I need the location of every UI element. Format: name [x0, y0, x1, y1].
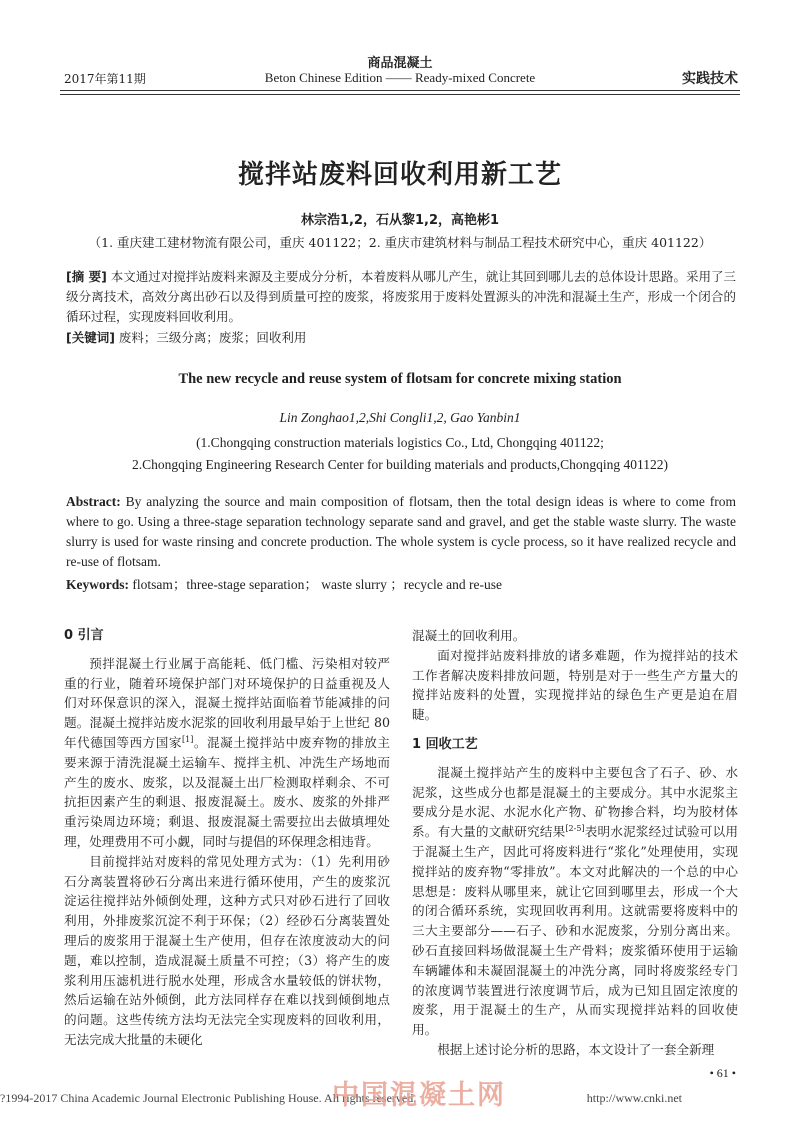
keywords-en-text: flotsam；three-stage separation； waste slurry ；recycle and re-use — [132, 577, 502, 592]
section-0-heading: 0 引言 — [64, 628, 104, 643]
keywords-en-label: Keywords: — [66, 577, 129, 592]
article-title: 搅拌站废料回收利用新工艺 — [237, 160, 562, 190]
copyright-notice: ?1994-2017 China Academic Journal Electronic Publishing House. All rights reserved. — [0, 1091, 417, 1105]
affiliations: （1. 重庆建工建材物流有限公司，重庆 401122；2. 重庆市建筑材料与制品工程技术研究中心，重庆 401122） — [88, 235, 712, 250]
journal-name: 商品混凝土 — [367, 56, 433, 71]
section-label: 实践技术 — [682, 71, 738, 87]
section-1-paragraph-2: 根据上述讨论分析的思路，本文设计了一套全新理 — [437, 1041, 715, 1057]
issue-info: 2017年第11期 — [64, 72, 146, 86]
source-url[interactable]: http://www.cnki.net — [586, 1091, 682, 1105]
section-0-paragraph-2: 目前搅拌站对废料的常见处理方式为：（1）先利用砂石分离装置将砂石分离出来进行循环使用，产生的废浆沉淀运往搅拌站外倾倒处理，这种方式只对砂石进行了回收利用，外排废浆沉淀不利于环保；（2）经砂石分离装置处理后的废浆用于混凝土生产使用，但存在浓度波动大的问题，难以控制，造成混凝土质量不可控；（3）将产生的废浆利用压滤机进行脱水处理，形成含水量较低的饼状物，然后运输在站外倾倒，此方法同样存在难以找到倾倒地点的问题。这些传统方法均无法完全实现废料的回收利用，无法完成大批量的未硬化 — [64, 853, 390, 1047]
watermark-logo: 中国混凝土网 — [332, 1080, 506, 1111]
author-list: 林宗浩1,2，石从黎1,2，高艳彬1 — [300, 213, 500, 228]
section-1-heading: 1 回收工艺 — [412, 736, 478, 752]
author-list-en: Lin Zonghao1,2,Shi Congli1,2, Gao Yanbin1 — [279, 410, 521, 425]
abstract-zh-label: [摘 要] — [66, 269, 107, 284]
section-0-paragraph-1: 预拌混凝土行业属于高能耗、低门槛、污染相对较严重的行业，随着环境保护部门对环境保护的日益重视及人们对环保意识的深入，混凝土搅拌站面临着节能减排的问题。混凝土搅拌站废水泥浆的回收利用最早始于上世纪 80 年代德国等西方国家[1]。混凝土搅拌站中废弃物的排放主要来源于清洗混凝土运输车、搅拌主机、冲洗生产场地而产生的废水、废浆，以及混凝土出厂检测取样剩余、不可抗拒因素产生的剩退、报废混凝土。废水、废浆的外排严重污染周边环境；剩退、报废混凝土需要拉出去做填埋处理，处理费用不可小觑，同时与提倡的环保理念相违背。 — [64, 655, 391, 849]
page-number: • 61 • — [709, 1066, 736, 1080]
affiliations-en — [0, 432, 800, 476]
keywords-zh-text: 废料；三级分离；废浆；回收利用 — [118, 330, 307, 345]
body-column-right — [412, 626, 738, 1060]
citation: [1] — [182, 734, 194, 744]
section-0-paragraph-2-continued: 混凝土的回收利用。 — [412, 628, 526, 643]
abstract-en — [66, 492, 736, 572]
abstract-zh-text: 本文通过对搅拌站废料来源及主要成分分析，本着废料从哪儿产生，就让其回到哪儿去的总体设计思路。采用了三级分离技术，高效分离出砂石以及得到质量可控的废浆，将废浆用于废料处置源头的冲洗和混凝土生产，形成一个闭合的循环过程，实现废料回收利用。 — [66, 269, 736, 324]
abstract-en-text: By analyzing the source and main composition of flotsam, then the total design ideas is where to come from where to go. Using a three-stage separation technology separate sand and gravel, and get the stable waste slurry. The waste slurry is used for waste rinsing and concrete production. The whole system is cycle process, so it have realized recycle and re-use of flotsam. — [66, 494, 736, 569]
abstract-zh — [66, 267, 736, 327]
body-column-left — [64, 626, 390, 1050]
header-rule — [60, 90, 740, 91]
journal-subtitle: Beton Chinese Edition —— Ready-mixed Concrete — [264, 70, 536, 85]
section-1-paragraph-1: 混凝土搅拌站产生的废料中主要包含了石子、砂、水泥浆，这些成分也都是混凝土的主要成分。其中水泥浆主要成分是水泥、水泥水化产物、矿物掺合料，均为胶材体系。有大量的文献研究结果[2-5]表明水泥浆经过试验可以用于混凝土生产，因此可将废料进行“浆化”处理使用，实现搅拌站的废弃物“零排放”。本文对此解决的一个总的中心思想是：废料从哪里来，就让它回到哪里去，形成一个大的闭合循环系统，实现回收再利用。这就需要将废料中的三大主要部分——石子、砂和水泥废浆，分别分离出来。砂石直接回料场做混凝土生产骨料；废浆循环使用于运输车辆罐体和未凝固混凝土的冲洗分离，同时将废浆经专门的浓度调节装置进行浓度调节后，成为已知且固定浓度的废浆，用于混凝土的生产，从而实现搅拌站料的回收使用。 — [412, 764, 739, 1038]
keywords-zh-label: [关键词] — [66, 330, 115, 345]
article-title-en: The new recycle and reuse system of flotsam for concrete mixing station — [178, 371, 622, 387]
abstract-en-label: Abstract: — [66, 494, 121, 509]
keywords-zh — [66, 328, 736, 348]
affiliation-en-line-1: (1.Chongqing construction materials logistics Co., Ltd, Chongqing 401122; — [196, 435, 604, 450]
header-rule-thin — [60, 94, 740, 95]
keywords-en — [66, 573, 736, 593]
section-0-paragraph-3: 面对搅拌站废料排放的诸多难题，作为搅拌站的技术工作者解决废料排放问题，特别是对于一些生产方量大的搅拌站废料的处置，实现搅拌站的绿色生产更是迫在眉睫。 — [412, 647, 738, 723]
affiliation-en-line-2: 2.Chongqing Engineering Research Center for building materials and products,Chongqing 401122) — [131, 457, 669, 472]
citation: [2-5] — [565, 823, 585, 833]
